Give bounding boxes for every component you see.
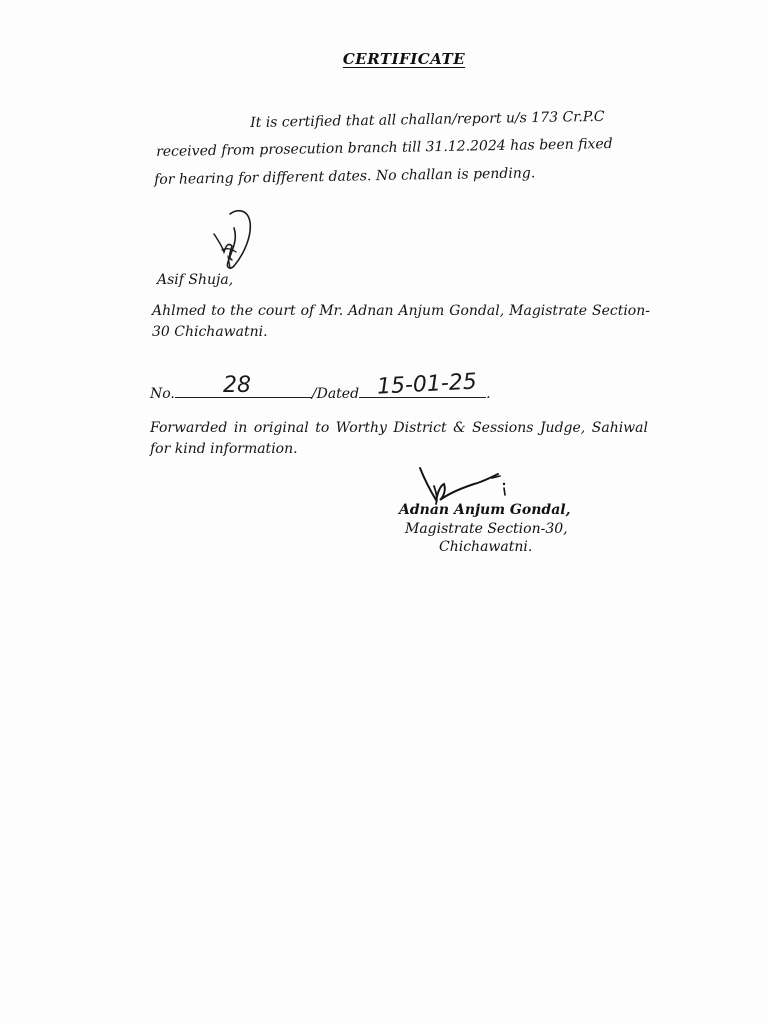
no-label: No. [150,386,175,402]
issuer-name: Adnan Anjum Gondal, [399,502,571,518]
body-line-3: for hearing for different dates. No challan is pending. [154,165,536,188]
terminal-period: . [486,386,491,402]
handwritten-number: 28 [223,373,251,398]
certificate-title: CERTIFICATE [342,50,466,68]
handwritten-date: 15-01-25 [376,369,478,400]
body-line-2: received from prosecution branch till 31.12.2024 has been fixed [156,136,613,160]
signatory-designation: Ahlmed to the court of Mr. Adnan Anjum Gondal, Magistrate Section-30 Chichawatni. [152,303,650,340]
signatory-name: Asif Shuja, [157,272,234,288]
issuer-place: Chichawatni. [439,539,533,555]
body-line-1: It is certified that all challan/report u/s 173 Cr.P.C [250,108,605,131]
issuer-designation: Magistrate Section-30, [405,521,568,537]
forwarding-text: Forwarded in original to Worthy District & Sessions Judge, Sahiwal for kind information. [150,420,648,457]
asif-shuja-signature [208,206,258,272]
dated-label: /Dated [311,386,360,402]
